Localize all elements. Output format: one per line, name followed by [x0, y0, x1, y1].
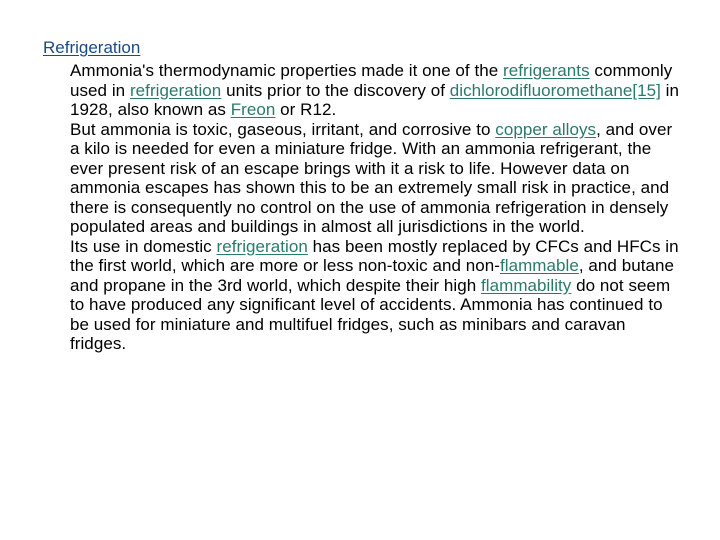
- body-text: [70, 61, 686, 354]
- heading-refrigeration-link[interactable]: Refrigeration: [43, 38, 141, 57]
- paragraph-domestic-use: [70, 237, 686, 354]
- text-run: do not seem to have produced any significant level of accidents. Ammonia has continued to be used for miniature and multifuel fridges, such as minibars and caravan fridges.: [70, 275, 671, 353]
- link-freon[interactable]: Freon: [230, 100, 276, 119]
- text-run: Its use in domestic: [70, 236, 217, 256]
- text-run: or R12.: [275, 100, 337, 119]
- text-run: commonly used in: [70, 61, 673, 100]
- link-flammability[interactable]: flammability: [481, 275, 572, 295]
- text-run: has been mostly replaced by CFCs and HFCs in the first world, which are more or less non-toxic and non-: [70, 236, 679, 275]
- link-refrigeration[interactable]: refrigeration: [216, 236, 308, 256]
- paragraph-toxicity: [70, 120, 686, 237]
- text-run: , and butane and propane in the 3rd world, which despite their high: [70, 256, 674, 295]
- link-dichlorodifluoromethane[interactable]: dichlorodifluoromethane[15]: [449, 80, 661, 100]
- text-run: Ammonia's thermodynamic properties made it one of the: [70, 61, 504, 80]
- link-refrigeration[interactable]: refrigeration: [129, 80, 222, 100]
- text-run: , and over a kilo is needed for even a miniature fridge. With an ammonia refrigerant, the ever present risk of an escape brings with it a risk to life. However data on ammonia escapes has shown this to be an extremely small risk in practice, and there is consequently no control on the use of ammonia refrigeration in densely populated areas and buildings in almost all jurisdictions in the world.: [70, 119, 673, 236]
- text-run: in 1928, also known as: [70, 80, 680, 119]
- text-run: units prior to the discovery of: [221, 80, 450, 100]
- paragraph-thermodynamic: [70, 61, 686, 120]
- link-copper-alloys[interactable]: copper alloys: [495, 119, 597, 139]
- text-run: But ammonia is toxic, gaseous, irritant, and corrosive to: [70, 119, 496, 139]
- link-flammable[interactable]: flammable: [499, 256, 579, 275]
- link-refrigerants[interactable]: refrigerants: [503, 61, 590, 80]
